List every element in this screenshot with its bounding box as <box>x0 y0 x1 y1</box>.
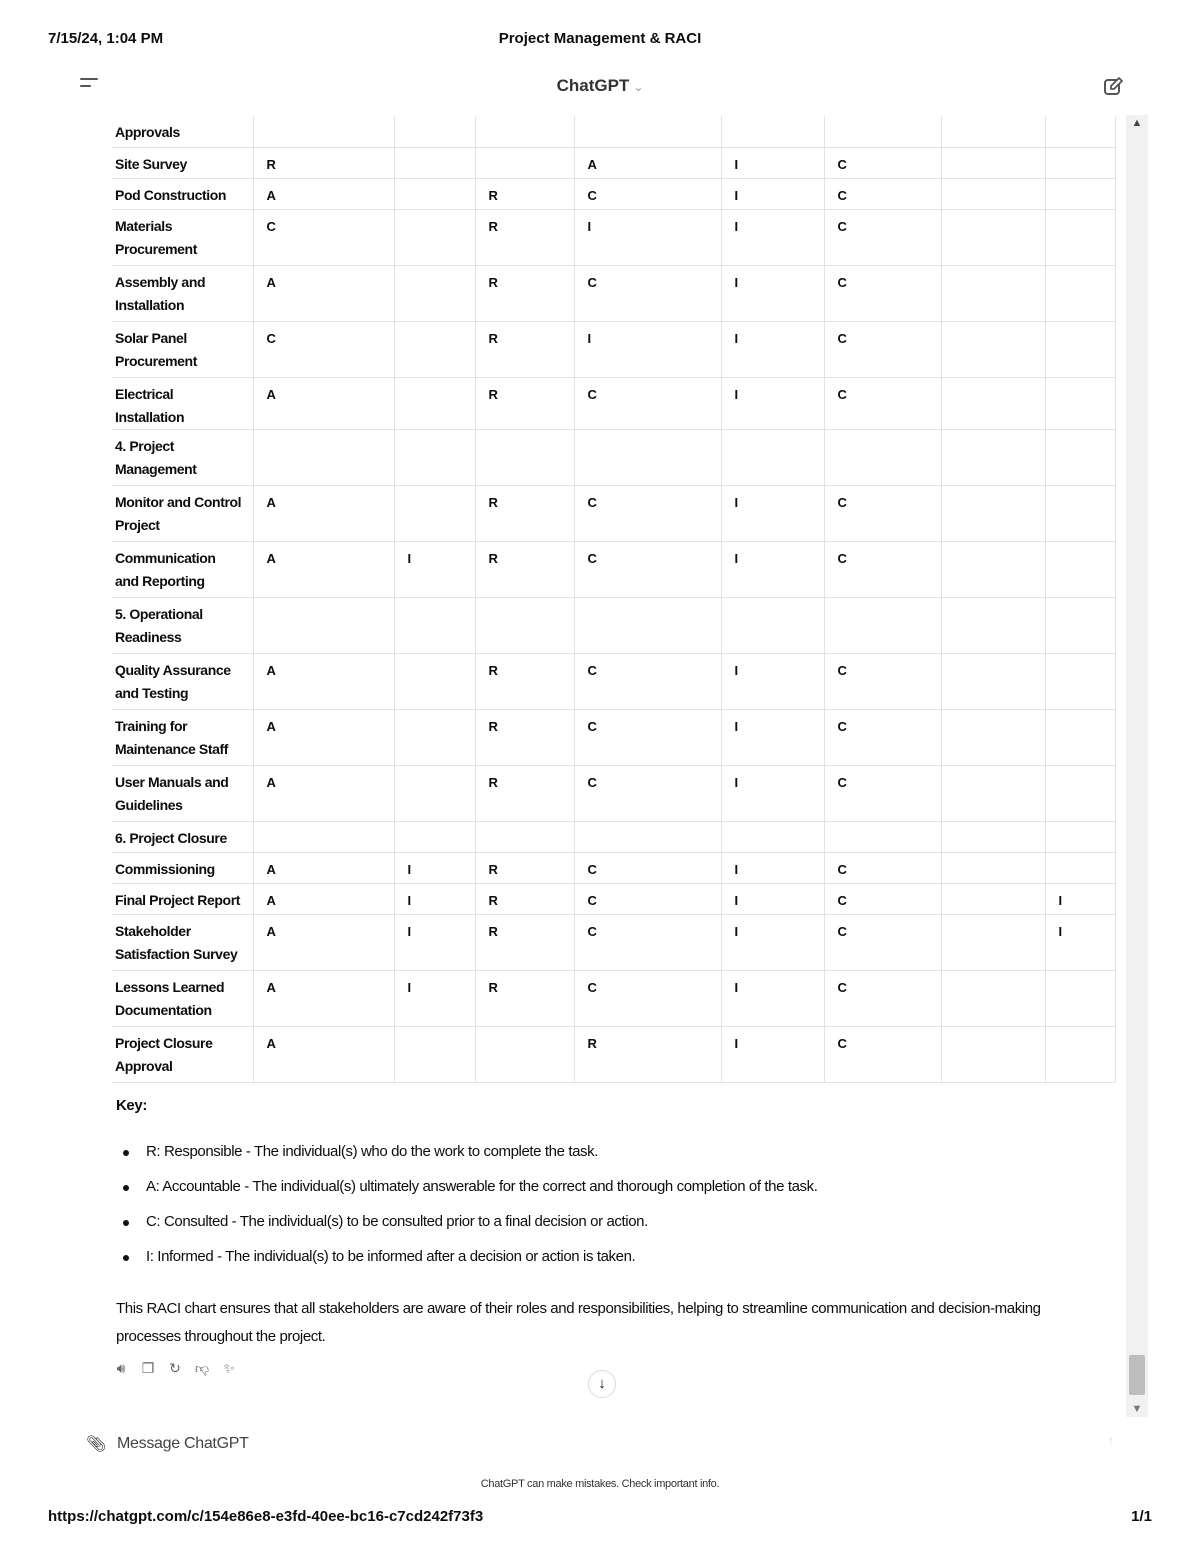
raci-cell: R <box>475 321 574 377</box>
raci-cell: R <box>253 147 394 178</box>
print-header <box>48 30 1152 50</box>
raci-cell: A <box>253 914 394 970</box>
raci-cell: A <box>253 852 394 883</box>
task-cell: Lessons Learned Documentation <box>112 970 253 1026</box>
table-row <box>112 653 1115 709</box>
raci-cell: C <box>824 541 941 597</box>
message-actions <box>113 1360 248 1380</box>
raci-cell <box>394 765 475 821</box>
raci-cell: C <box>824 1026 941 1082</box>
raci-cell <box>1045 321 1115 377</box>
raci-cell: C <box>574 485 721 541</box>
raci-cell: C <box>574 970 721 1026</box>
raci-cell: C <box>574 178 721 209</box>
key-title: Key: <box>116 1097 147 1114</box>
raci-cell: C <box>824 321 941 377</box>
raci-cell <box>941 377 1045 429</box>
raci-cell: A <box>253 541 394 597</box>
table-row <box>112 377 1115 429</box>
raci-cell: I <box>721 377 824 429</box>
task-cell: Commissioning <box>112 852 253 883</box>
raci-cell: C <box>824 147 941 178</box>
raci-cell: R <box>475 883 574 914</box>
raci-cell <box>1045 116 1115 147</box>
raci-cell <box>721 116 824 147</box>
new-chat-icon[interactable] <box>1102 76 1124 98</box>
task-cell: User Manuals and Guidelines <box>112 765 253 821</box>
raci-cell <box>1045 852 1115 883</box>
raci-cell <box>1045 209 1115 265</box>
raci-cell: C <box>824 485 941 541</box>
task-cell: Assembly and Installation <box>112 265 253 321</box>
raci-cell <box>941 1026 1045 1082</box>
raci-cell: A <box>253 1026 394 1082</box>
raci-cell: I <box>1045 883 1115 914</box>
task-cell: Solar Panel Procurement <box>112 321 253 377</box>
raci-cell <box>253 597 394 653</box>
raci-cell: R <box>475 914 574 970</box>
task-cell: Materials Procurement <box>112 209 253 265</box>
raci-cell <box>574 116 721 147</box>
raci-cell: I <box>721 485 824 541</box>
raci-cell: I <box>721 883 824 914</box>
raci-cell <box>253 821 394 852</box>
raci-cell <box>475 597 574 653</box>
raci-cell: C <box>574 852 721 883</box>
table-row <box>112 1026 1115 1082</box>
task-cell: 4. Project Management <box>112 429 253 485</box>
raci-cell: C <box>574 265 721 321</box>
scroll-to-bottom-button[interactable] <box>588 1370 616 1398</box>
raci-cell: R <box>475 265 574 321</box>
raci-cell <box>394 265 475 321</box>
raci-cell: R <box>475 852 574 883</box>
raci-cell <box>941 178 1045 209</box>
raci-cell: C <box>824 265 941 321</box>
regenerate-icon[interactable]: ↻ <box>169 1360 181 1376</box>
raci-cell <box>1045 485 1115 541</box>
raci-cell: C <box>824 852 941 883</box>
raci-cell <box>941 852 1045 883</box>
raci-cell: I <box>394 970 475 1026</box>
raci-cell: C <box>824 377 941 429</box>
raci-cell: C <box>574 653 721 709</box>
raci-cell <box>394 597 475 653</box>
summary-text: This RACI chart ensures that all stakeholders are aware of their roles and responsibilities, helping to streamline communication and decision-making processes throughout the project. <box>116 1300 1041 1345</box>
raci-cell: R <box>475 653 574 709</box>
table-row <box>112 485 1115 541</box>
raci-cell: R <box>475 209 574 265</box>
table-row <box>112 178 1115 209</box>
raci-cell: I <box>721 265 824 321</box>
raci-cell <box>824 821 941 852</box>
table-section-row <box>112 821 1115 852</box>
task-cell: Communication and Reporting <box>112 541 253 597</box>
key-list <box>116 1143 818 1283</box>
raci-cell <box>941 541 1045 597</box>
raci-cell <box>1045 709 1115 765</box>
raci-cell: C <box>824 914 941 970</box>
send-button[interactable]: ↑ <box>1107 1433 1115 1450</box>
raci-cell <box>394 709 475 765</box>
raci-cell: A <box>253 485 394 541</box>
key-item: R: Responsible - The individual(s) who do the work to complete the task. <box>116 1143 818 1178</box>
raci-cell <box>1045 1026 1115 1082</box>
raci-cell: C <box>253 321 394 377</box>
raci-cell <box>941 765 1045 821</box>
raci-cell: C <box>824 653 941 709</box>
raci-cell: R <box>475 709 574 765</box>
table-row <box>112 765 1115 821</box>
raci-cell <box>1045 541 1115 597</box>
table-section-row <box>112 597 1115 653</box>
arrow-down-icon: ↓ <box>598 1375 606 1392</box>
raci-cell <box>574 821 721 852</box>
raci-cell: R <box>574 1026 721 1082</box>
raci-cell <box>253 429 394 485</box>
table-row <box>112 914 1115 970</box>
raci-cell <box>394 321 475 377</box>
model-selector[interactable] <box>0 76 1200 96</box>
raci-cell <box>941 653 1045 709</box>
raci-cell <box>941 147 1045 178</box>
raci-cell <box>394 485 475 541</box>
raci-cell <box>1045 147 1115 178</box>
top-bar <box>0 68 1200 104</box>
raci-cell: A <box>253 883 394 914</box>
raci-cell: R <box>475 377 574 429</box>
raci-cell <box>394 209 475 265</box>
task-cell: Quality Assurance and Testing <box>112 653 253 709</box>
scrollbar-thumb[interactable] <box>1129 1355 1145 1395</box>
raci-cell: C <box>574 709 721 765</box>
raci-cell <box>394 178 475 209</box>
raci-cell <box>824 597 941 653</box>
raci-cell <box>941 429 1045 485</box>
raci-cell <box>1045 821 1115 852</box>
raci-cell: A <box>253 709 394 765</box>
raci-cell: I <box>721 970 824 1026</box>
raci-cell: I <box>574 209 721 265</box>
raci-cell: C <box>574 377 721 429</box>
raci-cell: I <box>721 1026 824 1082</box>
raci-cell: I <box>721 321 824 377</box>
raci-cell: R <box>475 178 574 209</box>
task-cell: Electrical Installation <box>112 377 253 429</box>
raci-cell <box>574 597 721 653</box>
raci-cell: R <box>475 485 574 541</box>
print-url: https://chatgpt.com/c/154e86e8-e3fd-40ee-bc16-c7cd242f73f3 <box>48 1508 484 1525</box>
raci-cell: C <box>824 178 941 209</box>
raci-cell: C <box>574 765 721 821</box>
raci-cell <box>394 653 475 709</box>
raci-cell: I <box>394 914 475 970</box>
table-row <box>112 209 1115 265</box>
raci-cell <box>941 265 1045 321</box>
table-row <box>112 883 1115 914</box>
table-row <box>112 116 1115 147</box>
raci-cell: I <box>721 653 824 709</box>
raci-cell: I <box>721 852 824 883</box>
raci-cell: I <box>574 321 721 377</box>
raci-cell: I <box>721 914 824 970</box>
raci-cell <box>475 116 574 147</box>
raci-cell: A <box>253 265 394 321</box>
raci-cell <box>253 116 394 147</box>
raci-cell: C <box>574 914 721 970</box>
raci-cell <box>721 821 824 852</box>
raci-cell: I <box>394 541 475 597</box>
raci-cell: R <box>475 541 574 597</box>
task-cell: Stakeholder Satisfaction Survey <box>112 914 253 970</box>
scroll-down-arrow-icon[interactable]: ▼ <box>1131 1403 1143 1415</box>
raci-cell <box>941 116 1045 147</box>
table-row <box>112 265 1115 321</box>
print-title: Project Management & RACI <box>498 30 702 47</box>
raci-cell: I <box>394 852 475 883</box>
scroll-up-arrow-icon[interactable]: ▲ <box>1131 117 1143 129</box>
raci-cell <box>1045 377 1115 429</box>
disclaimer: ChatGPT can make mistakes. Check important info. <box>480 1478 720 1490</box>
table-row <box>112 852 1115 883</box>
raci-cell <box>721 429 824 485</box>
raci-cell <box>941 485 1045 541</box>
task-cell: Project Closure Approval <box>112 1026 253 1082</box>
page-number: 1/1 <box>1131 1508 1152 1525</box>
task-cell: 5. Operational Readiness <box>112 597 253 653</box>
raci-cell <box>394 147 475 178</box>
raci-cell <box>941 597 1045 653</box>
key-item: A: Accountable - The individual(s) ultimately answerable for the correct and thorough completion of the task. <box>116 1178 818 1213</box>
raci-cell <box>941 821 1045 852</box>
raci-cell <box>941 970 1045 1026</box>
raci-cell <box>475 429 574 485</box>
raci-cell: I <box>721 709 824 765</box>
raci-cell: A <box>574 147 721 178</box>
raci-cell: I <box>721 147 824 178</box>
raci-cell: I <box>394 883 475 914</box>
raci-cell <box>941 914 1045 970</box>
table-row <box>112 321 1115 377</box>
scrollbar[interactable] <box>1126 115 1148 1417</box>
raci-cell: C <box>824 883 941 914</box>
raci-cell: C <box>574 883 721 914</box>
raci-cell <box>394 377 475 429</box>
raci-cell: C <box>824 970 941 1026</box>
raci-cell <box>1045 178 1115 209</box>
raci-cell <box>1045 970 1115 1026</box>
composer <box>80 1428 1130 1460</box>
task-cell: Monitor and Control Project <box>112 485 253 541</box>
raci-cell <box>1045 429 1115 485</box>
app-name: ChatGPT <box>556 76 630 95</box>
raci-cell <box>394 1026 475 1082</box>
raci-cell <box>394 116 475 147</box>
table-row <box>112 541 1115 597</box>
raci-cell: C <box>824 209 941 265</box>
raci-cell <box>721 597 824 653</box>
print-date: 7/15/24, 1:04 PM <box>48 30 164 47</box>
raci-cell: C <box>824 709 941 765</box>
raci-cell: I <box>1045 914 1115 970</box>
raci-cell <box>394 821 475 852</box>
table-section-row <box>112 429 1115 485</box>
raci-cell <box>941 321 1045 377</box>
raci-cell: R <box>475 970 574 1026</box>
raci-cell: I <box>721 178 824 209</box>
raci-cell: I <box>721 765 824 821</box>
raci-cell: A <box>253 377 394 429</box>
print-footer <box>48 1508 1152 1528</box>
raci-cell <box>941 883 1045 914</box>
raci-cell: C <box>574 541 721 597</box>
raci-cell <box>1045 597 1115 653</box>
task-cell: Final Project Report <box>112 883 253 914</box>
message-input[interactable]: Message ChatGPT <box>117 1435 249 1452</box>
raci-cell: R <box>475 765 574 821</box>
task-cell: Approvals <box>112 116 253 147</box>
sparkle-icon[interactable]: ✨︎ <box>223 1360 235 1376</box>
raci-cell: A <box>253 970 394 1026</box>
task-cell: 6. Project Closure <box>112 821 253 852</box>
copy-icon[interactable]: ❐ <box>141 1360 155 1376</box>
raci-cell <box>1045 765 1115 821</box>
attach-icon[interactable]: 📎︎ <box>86 1436 107 1453</box>
raci-cell <box>574 429 721 485</box>
table-row <box>112 147 1115 178</box>
speaker-icon[interactable]: 🔊︎ <box>116 1360 126 1376</box>
raci-cell <box>941 709 1045 765</box>
raci-cell: I <box>721 541 824 597</box>
chevron-down-icon: ⌄ <box>633 80 644 94</box>
raci-cell <box>824 429 941 485</box>
raci-cell: C <box>824 765 941 821</box>
raci-cell: A <box>253 653 394 709</box>
key-item: I: Informed - The individual(s) to be informed after a decision or action is taken. <box>116 1248 818 1283</box>
raci-cell: I <box>721 209 824 265</box>
raci-cell <box>394 429 475 485</box>
raci-cell <box>475 147 574 178</box>
raci-cell <box>941 209 1045 265</box>
raci-cell <box>475 821 574 852</box>
key-item: C: Consulted - The individual(s) to be consulted prior to a final decision or action. <box>116 1213 818 1248</box>
task-cell: Pod Construction <box>112 178 253 209</box>
task-cell: Training for Maintenance Staff <box>112 709 253 765</box>
raci-cell: C <box>253 209 394 265</box>
raci-cell <box>824 116 941 147</box>
task-cell: Site Survey <box>112 147 253 178</box>
raci-cell <box>1045 653 1115 709</box>
table-row <box>112 709 1115 765</box>
thumbs-down-icon[interactable]: 👎︎ <box>194 1360 210 1376</box>
raci-cell <box>475 1026 574 1082</box>
table-row <box>112 970 1115 1026</box>
raci-table <box>112 116 1116 1083</box>
raci-cell: A <box>253 765 394 821</box>
raci-cell <box>1045 265 1115 321</box>
raci-cell: A <box>253 178 394 209</box>
